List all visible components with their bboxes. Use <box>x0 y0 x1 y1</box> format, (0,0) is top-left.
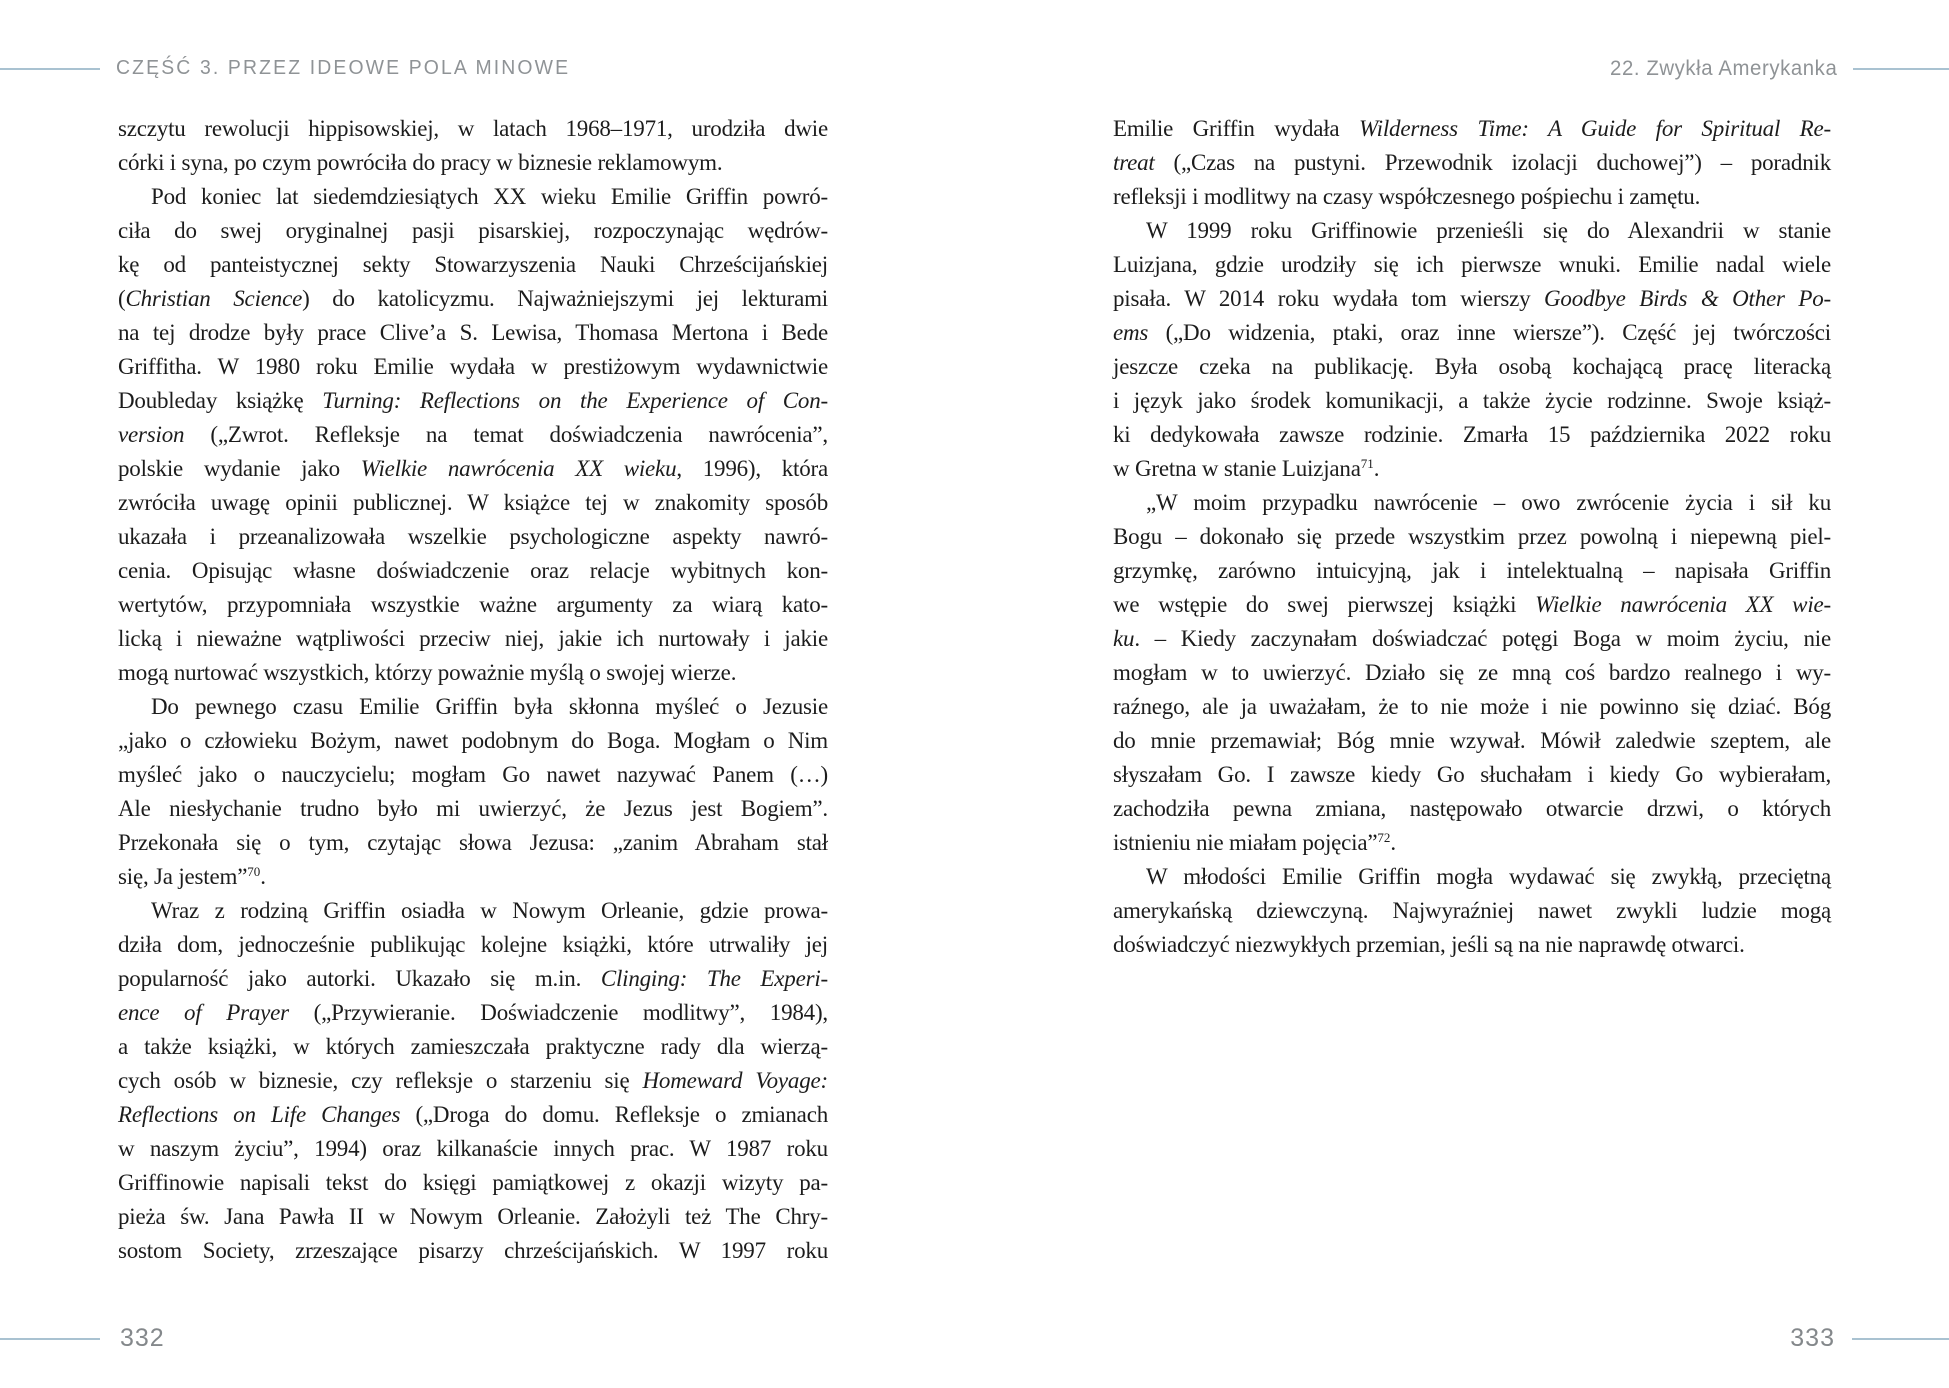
body-text: słyszałam Go. I zawsze kiedy Go słuchałam i kiedy Go wybierałam, <box>1113 762 1831 787</box>
text-line <box>118 112 828 146</box>
body-text: licką i nieważne wątpliwości przeciw niej, jakie ich nurtowały i jakie <box>118 626 828 651</box>
running-header-left: CZĘŚĆ 3. PRZEZ IDEOWE POLA MINOWE <box>116 57 571 79</box>
body-text-left <box>118 112 828 1268</box>
text-line <box>1113 894 1831 928</box>
italic-text: Clinging: The Experi- <box>600 966 828 991</box>
italic-text: version <box>118 422 185 447</box>
text-line <box>118 996 828 1030</box>
body-text: „jako o człowieku Bożym, nawet podobnym do Boga. Mogłam o Nim <box>118 728 828 753</box>
body-text: sostom Society, zrzeszające pisarzy chrześcijańskich. W 1997 roku <box>118 1238 828 1263</box>
text-line <box>118 894 828 928</box>
text-line <box>118 724 828 758</box>
body-text: („Droga do domu. Refleksje o zmianach <box>400 1102 828 1127</box>
body-text: kę od panteistycznej sekty Stowarzyszenia Nauki Chrześcijańskiej <box>118 252 828 277</box>
text-line <box>1113 112 1831 146</box>
italic-text: Turning: Reflections on the Experience of Con- <box>322 388 828 413</box>
body-text: mogłam w to uwierzyć. Działo się ze mną coś bardzo realnego i wy- <box>1113 660 1831 685</box>
body-text: cenia. Opisując własne doświadczenie oraz relacje wybitnych kon- <box>118 558 828 583</box>
text-line <box>118 486 828 520</box>
text-line <box>118 248 828 282</box>
body-text: raźnego, ale ja uważałam, że to nie może i nie powinno się dziać. Bóg <box>1113 694 1831 719</box>
body-text: W młodości Emilie Griffin mogła wydawać się zwykłą, przeciętną <box>1146 864 1831 889</box>
text-line <box>1113 588 1831 622</box>
body-text: („Czas na pustyni. Przewodnik izolacji duchowej”) – poradnik <box>1154 150 1831 175</box>
italic-text: Wielkie nawrócenia XX wie- <box>1535 592 1831 617</box>
page-number-left: 332 <box>120 1324 165 1352</box>
body-text: Griffitha. W 1980 roku Emilie wydała w prestiżowym wydawnictwie <box>118 354 828 379</box>
footnote-reference: 71 <box>1360 456 1374 471</box>
body-text: zachodziła pewna zmiana, następowało otwarcie drzwi, o których <box>1113 796 1831 821</box>
text-line <box>1113 384 1831 418</box>
text-line <box>1113 282 1831 316</box>
text-line <box>118 1098 828 1132</box>
paragraph <box>118 894 828 1268</box>
paragraph <box>1113 860 1831 962</box>
text-line <box>1113 486 1831 520</box>
text-line <box>1113 622 1831 656</box>
body-text: zwróciła uwagę opinii publicznej. W książce tej w znakomity sposób <box>118 490 828 515</box>
text-line <box>1113 520 1831 554</box>
text-line <box>118 350 828 384</box>
body-text: i język jako środek komunikacji, a także życie rodzinne. Swoje książ- <box>1113 388 1831 413</box>
body-text: Griffinowie napisali tekst do księgi pamiątkowej z okazji wizyty pa- <box>118 1170 828 1195</box>
body-text: „W moim przypadku nawrócenie – owo zwrócenie życia i sił ku <box>1146 490 1831 515</box>
text-line <box>1113 792 1831 826</box>
body-text: ki dedykowała zawsze rodzinie. Zmarła 15 października 2022 roku <box>1113 422 1831 447</box>
body-text: w naszym życiu”, 1994) oraz kilkanaście innych prac. W 1987 roku <box>118 1136 828 1161</box>
paragraph <box>118 112 828 180</box>
text-line <box>118 282 828 316</box>
body-text: Wraz z rodziną Griffin osiadła w Nowym Orleanie, gdzie prowa- <box>151 898 828 923</box>
text-line <box>1113 146 1831 180</box>
text-line <box>118 758 828 792</box>
footer-rule-right <box>1852 1338 1949 1340</box>
text-line <box>1113 418 1831 452</box>
body-text: cych osób w biznesie, czy refleksje o starzeniu się <box>118 1068 643 1093</box>
text-line <box>1113 248 1831 282</box>
body-text: wertytów, przypomniała wszystkie ważne argumenty za wiarą kato- <box>118 592 828 617</box>
text-line <box>118 1030 828 1064</box>
text-line <box>118 418 828 452</box>
body-text: pieża św. Jana Pawła II w Nowym Orleanie. Założyli też The Chry- <box>118 1204 828 1229</box>
body-text: Przekonała się o tym, czytając słowa Jezusa: „zanim Abraham stał <box>118 830 828 855</box>
text-line <box>118 588 828 622</box>
text-line <box>118 1200 828 1234</box>
body-text: W 1999 roku Griffinowie przenieśli się do Alexandrii w stanie <box>1146 218 1831 243</box>
text-line <box>118 554 828 588</box>
body-text: w Gretna w stanie Luizjana <box>1113 456 1361 481</box>
body-text: ( <box>118 286 126 311</box>
body-text: Luizjana, gdzie urodziły się ich pierwsze wnuki. Emilie nadal wiele <box>1113 252 1831 277</box>
text-line <box>1113 214 1831 248</box>
text-line <box>1113 758 1831 792</box>
text-line <box>118 826 828 860</box>
text-line <box>118 1132 828 1166</box>
body-text: istnieniu nie miałam pojęcia” <box>1113 830 1378 855</box>
italic-text: treat <box>1113 150 1155 175</box>
body-text: („Zwrot. Refleksje na temat doświadczenia nawrócenia”, <box>184 422 828 447</box>
italic-text: ku <box>1113 626 1135 651</box>
body-text: doświadczyć niezwykłych przemian, jeśli są na nie naprawdę otwarci. <box>1113 932 1745 957</box>
page-number-right: 333 <box>1790 1324 1835 1352</box>
italic-text: Wielkie nawrócenia XX wieku <box>360 456 677 481</box>
text-line <box>118 656 828 690</box>
text-line <box>118 452 828 486</box>
paragraph <box>1113 112 1831 214</box>
body-text: Ale niesłychanie trudno było mi uwierzyć, że Jezus jest Bogiem”. <box>118 796 828 821</box>
text-line <box>118 860 828 894</box>
text-line <box>1113 860 1831 894</box>
body-text: . – Kiedy zaczynałam doświadczać potęgi Boga w moim życiu, nie <box>1134 626 1831 651</box>
text-line <box>118 180 828 214</box>
paragraph <box>118 180 828 690</box>
header-rule-right <box>1853 68 1949 70</box>
header-rule-left <box>0 68 100 70</box>
text-line <box>118 316 828 350</box>
paragraph <box>1113 486 1831 860</box>
body-text: do mnie przemawiał; Bóg mnie wzywał. Mówił zaledwie szeptem, ale <box>1113 728 1831 753</box>
text-line <box>118 520 828 554</box>
paragraph <box>118 690 828 894</box>
body-text: we wstępie do swej pierwszej książki <box>1113 592 1536 617</box>
text-line <box>118 384 828 418</box>
body-text: pisała. W 2014 roku wydała tom wierszy <box>1113 286 1544 311</box>
text-line <box>1113 928 1831 962</box>
footnote-reference: 72 <box>1377 830 1391 845</box>
text-line <box>118 690 828 724</box>
italic-text: ence of Prayer <box>118 1000 289 1025</box>
text-line <box>1113 350 1831 384</box>
body-text: amerykańską dziewczyną. Najwyraźniej nawet zwykli ludzie mogą <box>1113 898 1831 923</box>
body-text: refleksji i modlitwy na czasy współczesnego pośpiechu i zamętu. <box>1113 184 1701 209</box>
body-text: ) do katolicyzmu. Najważniejszymi jej lekturami <box>302 286 828 311</box>
body-text: („Przywieranie. Doświadczenie modlitwy”, 1984), <box>288 1000 828 1025</box>
body-text: grzymkę, zarówno intuicyjną, jak i intelektualną – napisała Griffin <box>1113 558 1831 583</box>
body-text: popularność jako autorki. Ukazało się m.in. <box>118 966 601 991</box>
footer-rule-left <box>0 1338 100 1340</box>
text-line <box>118 1234 828 1268</box>
italic-text: Goodbye Birds & Other Po- <box>1544 286 1831 311</box>
body-text: („Do widzenia, ptaki, oraz inne wiersze”). Część jej twórczości <box>1148 320 1831 345</box>
body-text: ciła do swej oryginalnej pasji pisarskiej, rozpoczynając wędrów- <box>118 218 828 243</box>
body-text: a także książki, w których zamieszczała praktyczne rady dla wierzą- <box>118 1034 828 1059</box>
text-line <box>1113 452 1831 486</box>
italic-text: Wilderness Time: A Guide for Spiritual Re- <box>1358 116 1831 141</box>
body-text: na tej drodze były prace Clive’a S. Lewisa, Thomasa Mertona i Bede <box>118 320 828 345</box>
body-text: polskie wydanie jako <box>118 456 361 481</box>
footnote-reference: 70 <box>247 864 261 879</box>
text-line <box>118 962 828 996</box>
text-line <box>118 792 828 826</box>
text-line <box>1113 180 1831 214</box>
paragraph <box>1113 214 1831 486</box>
text-line <box>1113 656 1831 690</box>
body-text: . <box>260 864 266 889</box>
italic-text: Homeward Voyage: <box>642 1068 828 1093</box>
italic-text: ems <box>1113 320 1149 345</box>
italic-text: Christian Science <box>125 286 303 311</box>
body-text: Do pewnego czasu Emilie Griffin była skłonna myśleć o Jezusie <box>151 694 828 719</box>
body-text: szczytu rewolucji hippisowskiej, w latach 1968–1971, urodziła dwie <box>118 116 828 141</box>
body-text: dziła dom, jednocześnie publikując kolejne książki, które utrwaliły jej <box>118 932 828 957</box>
body-text: mogą nurtować wszystkich, którzy poważnie myślą o swojej wierze. <box>118 660 737 685</box>
text-line <box>118 1064 828 1098</box>
body-text: Doubleday książkę <box>118 388 323 413</box>
text-line <box>1113 316 1831 350</box>
body-text: . <box>1373 456 1380 481</box>
body-text: ukazała i przeanalizowała wszelkie psychologiczne aspekty nawró- <box>118 524 828 549</box>
text-line <box>1113 724 1831 758</box>
body-text: jeszcze czeka na publikację. Była osobą kochającą pracę literacką <box>1113 354 1831 379</box>
text-line <box>118 214 828 248</box>
body-text: Bogu – dokonało się przede wszystkim przez powolną i niepewną piel- <box>1113 524 1831 549</box>
body-text: , 1996), która <box>676 456 828 481</box>
body-text: . <box>1390 830 1396 855</box>
body-text-right <box>1113 112 1831 962</box>
text-line <box>118 928 828 962</box>
body-text: Emilie Griffin wydała <box>1113 116 1359 141</box>
text-line <box>1113 690 1831 724</box>
text-line <box>118 1166 828 1200</box>
text-line <box>118 622 828 656</box>
running-header-right: 22. Zwykła Amerykanka <box>1609 57 1837 80</box>
body-text: córki i syna, po czym powróciła do pracy w biznesie reklamowym. <box>118 150 723 175</box>
italic-text: Reflections on Life Changes <box>118 1102 401 1127</box>
text-line <box>1113 826 1831 860</box>
text-line <box>118 146 828 180</box>
text-line <box>1113 554 1831 588</box>
body-text: się, Ja jestem” <box>118 864 248 889</box>
body-text: myśleć jako o nauczycielu; mogłam Go nawet nazywać Panem (…) <box>118 762 828 787</box>
body-text: Pod koniec lat siedemdziesiątych XX wieku Emilie Griffin powró- <box>151 184 828 209</box>
